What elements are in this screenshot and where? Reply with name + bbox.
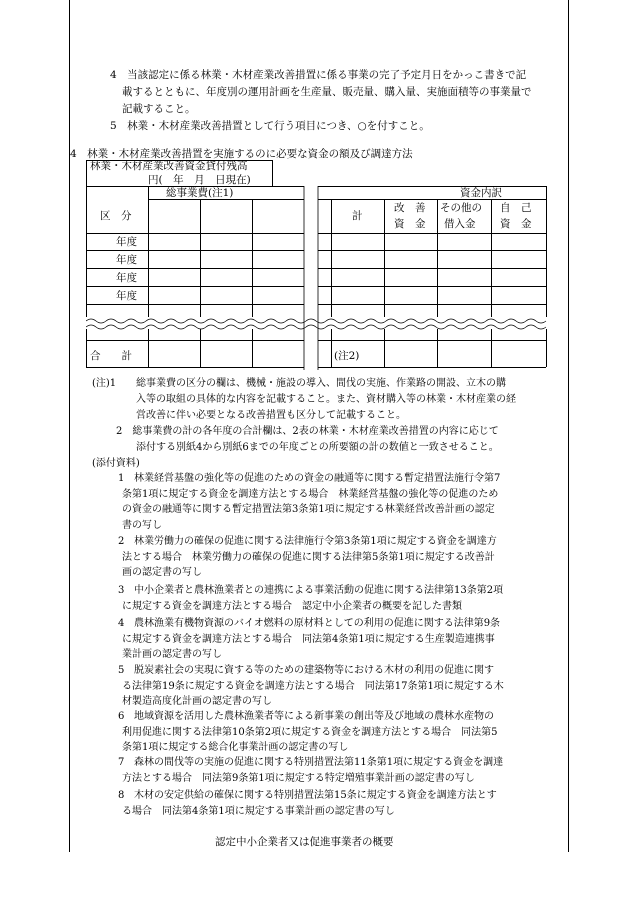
- attachment-5-line-3: 材製造高度化計画の認定書の写し: [122, 696, 272, 708]
- header-self-2: 資 金: [500, 218, 532, 230]
- header-kubun: 区 分: [100, 210, 132, 222]
- header-kei: 計: [352, 210, 363, 222]
- header-kaizen-2: 資 金: [394, 218, 426, 230]
- attachment-1-line-1: 林業経営基盤の強化等の促進のための資金の融通等に関する暫定措置法施行令第7: [134, 473, 501, 484]
- attachment-7-line-2: 方法とする場合 同法第9条第1項に規定する特定増殖事業計画の認定書の写し: [122, 772, 475, 784]
- attachment-3-line-2: に規定する資金を調達方法とする場合 認定中小企業者の概要を記した書類: [122, 600, 462, 612]
- attachment-3-line-1: 中小企業者と農林漁業者との連携による事業活動の促進に関する法律第13条第2項: [134, 585, 504, 596]
- attachment-8-line-2: る場合 同法第4条第1項に規定する事業計画の認定書の写し: [122, 805, 395, 817]
- attachment-1-line-3: の資金の融通等に関する暫定措置法第3条第1項に規定する林業経営改善計画の認定: [122, 504, 495, 516]
- attachment-8-line-1: 木材の安定供給の確保に関する特別措置法第15条に規定する資金を調達方法とす: [134, 790, 497, 801]
- attachment-6-number: 6: [118, 711, 125, 722]
- row-nendo-2: 年度: [116, 254, 137, 266]
- attachment-2-line-1: 林業労働力の確保の促進に関する法律施行令第3条第1項に規定する資金を調達方: [134, 536, 497, 547]
- table-gap-marks: [300, 186, 322, 371]
- attachment-6-line-3: 条第1項に規定する総合化事業計画の認定書の写し: [122, 742, 349, 754]
- note-4-line3: 記載すること。: [122, 103, 196, 115]
- attachment-5-line-1: 脱炭素社会の実現に資する等のための建築物等における木材の利用の促進に関す: [134, 665, 494, 676]
- note-2-line1: 2 総事業費の計の各年度の合計欄は、2表の林業・木材産業改善措置の内容に応じて: [116, 426, 499, 437]
- loan-balance-label: 林業・木材産業改善資金貸付残高: [90, 160, 248, 172]
- attachment-8-number: 8: [118, 790, 125, 801]
- attachment-5-line-2: る法律第19条に規定する資金を調達方法とする場合 同法第17条第1項に規定する木: [122, 680, 504, 692]
- attachment-1-line-4: 書の写し: [122, 519, 162, 531]
- note-5: 5 林業・木材産業改善措置として行う項目につき、○を付すこと。: [110, 120, 430, 132]
- note-2-marker: (注2): [334, 350, 360, 362]
- attachment-3-number: 3: [118, 585, 125, 596]
- attachment-6-line-2: 利用促進に関する法律第10条第2項に規定する資金を調達方法とする場合 同法第5: [122, 726, 498, 738]
- note-2-line2: 添付する別紙4から別紙6までの年度ごとの所要額の計の数値と一致させること。: [136, 442, 499, 453]
- attachment-5-number: 5: [118, 665, 125, 676]
- notes-header: (注)1: [92, 378, 117, 389]
- attachment-6-line-1: 地域資源を活用した農林漁業者等による新事業の創出等及び地域の農林水産物の: [134, 711, 494, 722]
- attachment-4-line-3: 業計画の認定書の写し: [122, 649, 222, 661]
- note-1-line1: 総事業費の区分の欄は、機械・施設の導入、間伐の実施、作業路の開設、立木の購: [136, 378, 506, 389]
- note-1-line3: 営改善に伴い必要となる改善措置も区分して記載すること。: [136, 410, 406, 421]
- note-4-line1: 4 当該認定に係る林業・木材産業改善措置に係る事業の完了予定月日をかっこ書きで記: [110, 69, 527, 81]
- header-self: 自 己: [500, 202, 532, 214]
- loan-balance-value: 円( 年 月 日現在): [148, 174, 251, 186]
- header-fund-breakdown: 資金内訳: [460, 187, 502, 199]
- row-total: 合 計: [90, 350, 132, 362]
- header-kaizen: 改 善: [394, 202, 426, 214]
- attachment-2-line-3: 画の認定書の写し: [122, 567, 202, 579]
- row-nendo-4: 年度: [116, 290, 137, 302]
- attachments-header: (添付資料): [92, 458, 140, 469]
- attachment-7-line-1: 森林の間伐等の実施の促進に関する特別措置法第11条第1項に規定する資金を調達: [134, 757, 504, 768]
- header-total-cost: 総事業費(注1): [166, 187, 234, 199]
- table-break-wave: [86, 317, 548, 331]
- attachment-7-number: 7: [118, 757, 125, 768]
- footer-title: 認定中小企業者又は促進事業者の概要: [215, 836, 394, 848]
- attachment-1-number: 1: [118, 473, 125, 484]
- attachment-2-number: 2: [118, 536, 125, 547]
- section-4-heading: 4 林業・木材産業改善措置を実施するのに必要な資金の額及び調達方法: [70, 148, 413, 160]
- attachment-4-number: 4: [118, 618, 125, 629]
- attachment-2-line-2: 法とする場合 林業労働力の確保の促進に関する法律第5条第1項に規定する改善計: [122, 551, 495, 563]
- header-other-loan-2: 借入金: [444, 218, 476, 230]
- note-4-line2: 載するとともに、年度別の運用計画を生産量、販売量、購入量、実施面積等の事業量で: [122, 86, 532, 98]
- attachment-4-line-1: 農林漁業有機物資源のバイオ燃料の原材料としての利用の促進に関する法律第9条: [134, 618, 501, 629]
- header-other-loan: その他の: [440, 202, 482, 214]
- row-nendo-3: 年度: [116, 272, 137, 284]
- row-nendo-1: 年度: [116, 236, 137, 248]
- attachment-1-line-2: 条第1項に規定する資金を調達方法とする場合 林業経営基盤の強化等の促進のため: [122, 488, 499, 500]
- note-1-line2: 入等の取組の具体的な内容を記載すること。また、資材購入等の林業・木材産業の経: [136, 394, 516, 405]
- attachment-4-line-2: に規定する資金を調達方法とする場合 同法第4条第1項に規定する生産製造連携事: [122, 633, 495, 645]
